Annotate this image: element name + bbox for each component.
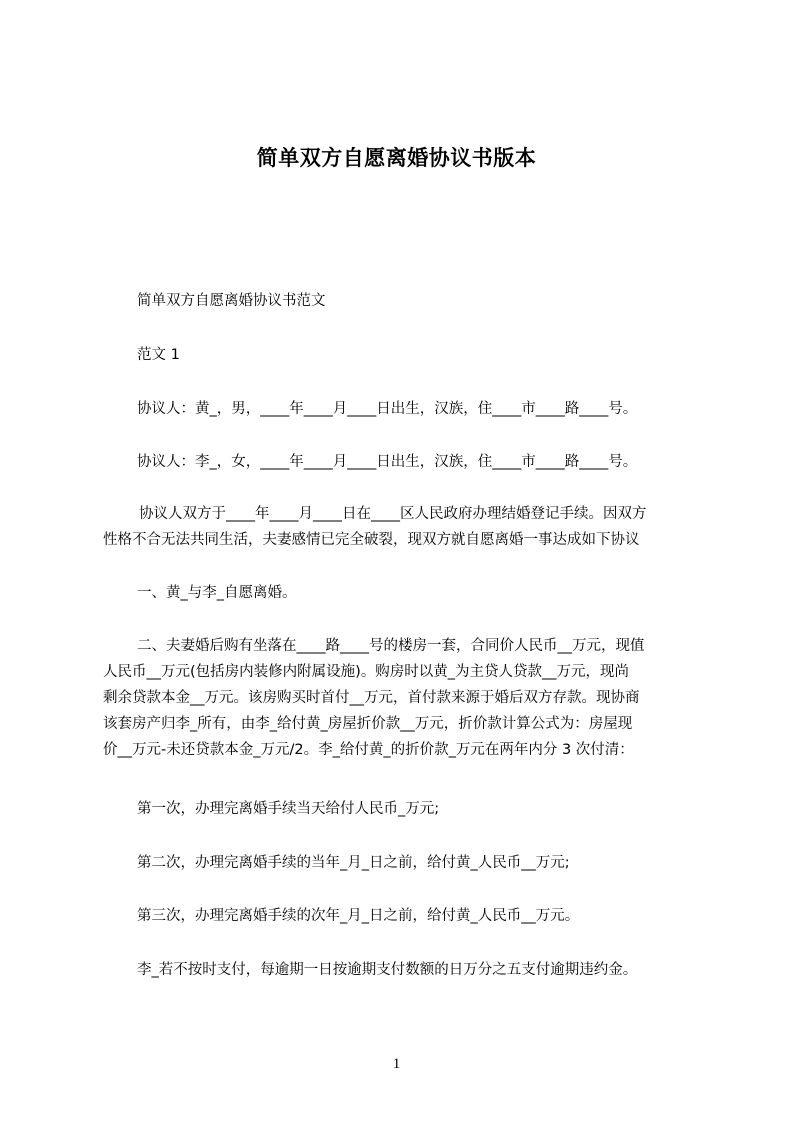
page-number: 1 xyxy=(392,1056,401,1072)
clause-2-paragraph-cont xyxy=(103,659,706,763)
payment-1: 第一次，办理完离婚手续当天给付人民币_万元; xyxy=(137,801,440,817)
penalty-clause: 李_若不按时支付，每逾期一日按逾期支付数额的日万分之五支付逾期违约金。 xyxy=(137,962,638,978)
clause-2-paragraph xyxy=(137,633,740,659)
intro-paragraph-cont xyxy=(103,527,706,553)
intro-line-2: 性格不合无法共同生活，夫妻感情已完全破裂，现双方就自愿离婚一事达成如下协议 xyxy=(103,532,640,548)
clause-2-line-3: 剩余贷款本金__万元。该房购买时首付__万元，首付款来源于婚后双方存款。现协商 xyxy=(103,690,640,706)
intro-line-1: 协议人双方于____年____月____日在____区人民政府办理结婚登记手续。因双方 xyxy=(139,506,647,522)
party-2-line: 协议人：李_，女，____年____月____日出生，汉族，住____市____路____号。 xyxy=(137,454,638,470)
clause-2-line-4: 该套房产归李_所有，由李_给付黄_房屋折价款__万元，折价款计算公式为：房屋现 xyxy=(103,716,633,732)
payment-2: 第二次，办理完离婚手续的当年_月_日之前，给付黄_人民币__万元; xyxy=(137,855,570,871)
intro-paragraph xyxy=(139,501,742,527)
document-title: 简单双方自愿离婚协议书版本 xyxy=(256,146,537,170)
document-subtitle: 简单双方自愿离婚协议书范文 xyxy=(137,293,326,309)
clause-1: 一、黄_与李_自愿离婚。 xyxy=(137,585,297,601)
clause-2-line-1: 二、夫妻婚后购有坐落在____路____号的楼房一套，合同价人民币__万元，现值 xyxy=(137,638,645,654)
party-1-line: 协议人：黄_，男，____年____月____日出生，汉族，住____市____路____号。 xyxy=(137,401,638,417)
clause-2-line-2: 人民币__万元(包括房内装修内附属设施)。购房时以黄_为主贷人贷款__万元，现尚 xyxy=(103,664,630,680)
payment-3: 第三次，办理完离婚手续的次年_月_日之前，给付黄_人民币__万元。 xyxy=(137,908,580,924)
clause-2-line-5: 价__万元-未还贷款本金_万元/2。李_给付黄_的折价款_万元在两年内分 3 次付清： xyxy=(103,742,634,758)
sample-label: 范文 1 xyxy=(137,347,180,363)
